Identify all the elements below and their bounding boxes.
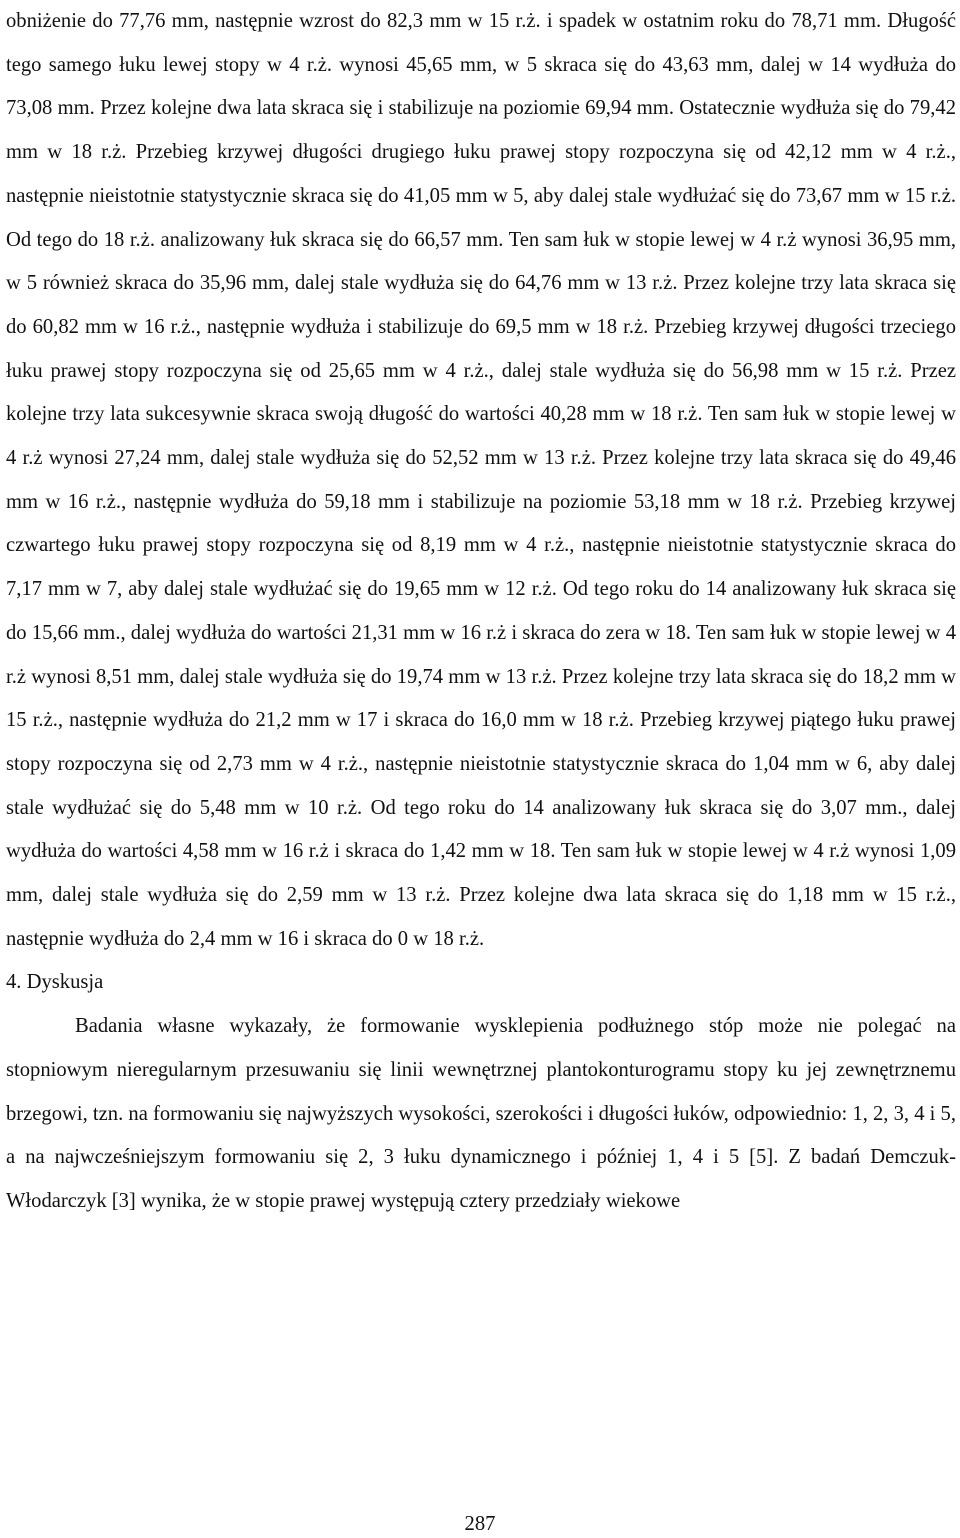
page-number: 287 bbox=[464, 1513, 496, 1535]
page-body bbox=[6, 0, 956, 1224]
discussion-paragraph: Badania własne wykazały, że formowanie wysklepienia podłużnego stóp może nie polegać na stopniowym nieregularnym przesuwaniu się linii wewnętrznej plantokonturogramu stopy ku jej zewnętrznemu brzegowi, tzn. na formowaniu się najwyższych wysokości, szerokości i długości łuków, odpowiednio: 1, 2, 3, 4 i 5, a na najwcześniejszym formowaniu się 2, 3 łuku dynamicznego i później 1, 4 i 5 [5]. Z badań Demczuk-Włodarczyk [3] wynika, że w stopie prawej występują cztery przedziały wiekowe bbox=[6, 1015, 956, 1212]
section-heading-discussion: 4. Dyskusja bbox=[6, 971, 104, 994]
results-paragraph: obniżenie do 77,76 mm, następnie wzrost do 82,3 mm w 15 r.ż. i spadek w ostatnim roku do 78,71 mm. Długość tego samego łuku lewej stopy w 4 r.ż. wynosi 45,65 mm, w 5 skraca się do 43,63 mm, dalej w 14 wydłuża do 73,08 mm. Przez kolejne dwa lata skraca się i stabilizuje na poziomie 69,94 mm. Ostatecznie wydłuża się do 79,42 mm w 18 r.ż. Przebieg krzywej długości drugiego łuku prawej stopy rozpoczyna się od 42,12 mm w 4 r.ż., następnie nieistotnie statystycznie skraca się do 41,05 mm w 5, aby dalej stale wydłużać się do 73,67 mm w 15 r.ż. Od tego do 18 r.ż. analizowany łuk skraca się do 66,57 mm. Ten sam łuk w stopie lewej w 4 r.ż wynosi 36,95 mm, w 5 również skraca do 35,96 mm, dalej stale wydłuża się do 64,76 mm w 13 r.ż. Przez kolejne trzy lata skraca się do 60,82 mm w 16 r.ż., następnie wydłuża i stabilizuje do 69,5 mm w 18 r.ż. Przebieg krzywej długości trzeciego łuku prawej stopy rozpoczyna się od 25,65 mm w 4 r.ż., dalej stale wydłuża się do 56,98 mm w 15 r.ż. Przez kolejne trzy lata sukcesywnie skraca swoją długość do wartości 40,28 mm w 18 r.ż. Ten sam łuk w stopie lewej w 4 r.ż wynosi 27,24 mm, dalej stale wydłuża się do 52,52 mm w 13 r.ż. Przez kolejne trzy lata skraca się do 49,46 mm w 16 r.ż., następnie wydłuża do 59,18 mm i stabilizuje na poziomie 53,18 mm w 18 r.ż. Przebieg krzywej czwartego łuku prawej stopy rozpoczyna się od 8,19 mm w 4 r.ż., następnie nieistotnie statystycznie skraca do 7,17 mm w 7, aby dalej stale wydłużać się do 19,65 mm w 12 r.ż. Od tego roku do 14 analizowany łuk skraca się do 15,66 mm., dalej wydłuża do wartości 21,31 mm w 16 r.ż i skraca do zera w 18. Ten sam łuk w stopie lewej w 4 r.ż wynosi 8,51 mm, dalej stale wydłuża się do 19,74 mm w 13 r.ż. Przez kolejne trzy lata skraca się do 18,2 mm w 15 r.ż., następnie wydłuża do 21,2 mm w 17 i skraca do 16,0 mm w 18 r.ż. Przebieg krzywej piątego łuku prawej stopy rozpoczyna się od 2,73 mm w 4 r.ż., następnie nieistotnie statystycznie skraca do 1,04 mm w 6, aby dalej stale wydłużać się do 5,48 mm w 10 r.ż. Od tego roku do 14 analizowany łuk skraca się do 3,07 mm., dalej wydłuża do wartości 4,58 mm w 16 r.ż i skraca do 1,42 mm w 18. Ten sam łuk w stopie lewej w 4 r.ż wynosi 1,09 mm, dalej stale wydłuża się do 2,59 mm w 13 r.ż. Przez kolejne dwa lata skraca się do 1,18 mm w 15 r.ż., następnie wydłuża do 2,4 mm w 16 i skraca do 0 w 18 r.ż. bbox=[6, 10, 956, 950]
